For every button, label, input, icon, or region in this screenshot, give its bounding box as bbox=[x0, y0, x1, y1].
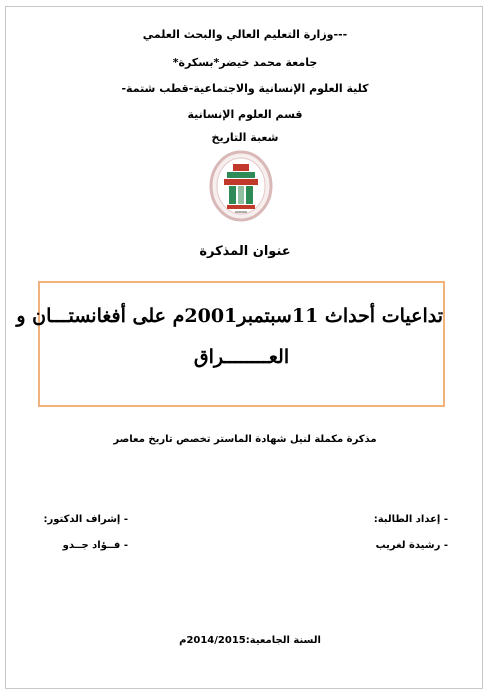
department-line: قسم العلوم الإنسانية bbox=[187, 108, 303, 121]
academic-year: السنة الجامعية:2014/2015م bbox=[179, 635, 321, 646]
student-name: - رشيدة لغريب bbox=[375, 540, 448, 551]
supervisor-name: - فــؤاد جــدو bbox=[62, 540, 128, 551]
memo-heading: عنوان المذكرة bbox=[199, 244, 291, 259]
university-line: جامعة محمد خيضر*بسكرة* bbox=[172, 56, 318, 69]
faculty-line: كلية العلوم الإنسانية والاجتماعية-قطب شتمة- bbox=[121, 82, 369, 95]
title-line-2: العــــــــراق bbox=[193, 346, 290, 368]
university-seal-icon bbox=[209, 150, 273, 222]
title-line-1: تداعيات أحداث 11سبتمبر2001م على أفغانستـــان و bbox=[16, 305, 443, 327]
student-label: - إعداد الطالبة: bbox=[373, 514, 448, 525]
supervisor-label: - إشراف الدكتور: bbox=[43, 514, 128, 525]
title-box bbox=[16, 281, 445, 407]
ministry-line: ---وزارة التعليم العالي والبحث العلمي bbox=[142, 28, 348, 41]
degree-note: مذكرة مكملة لنيل شهادة الماستر تخصص تاريخ معاصر bbox=[113, 434, 377, 445]
branch-line: شعبة التاريخ bbox=[211, 131, 279, 144]
